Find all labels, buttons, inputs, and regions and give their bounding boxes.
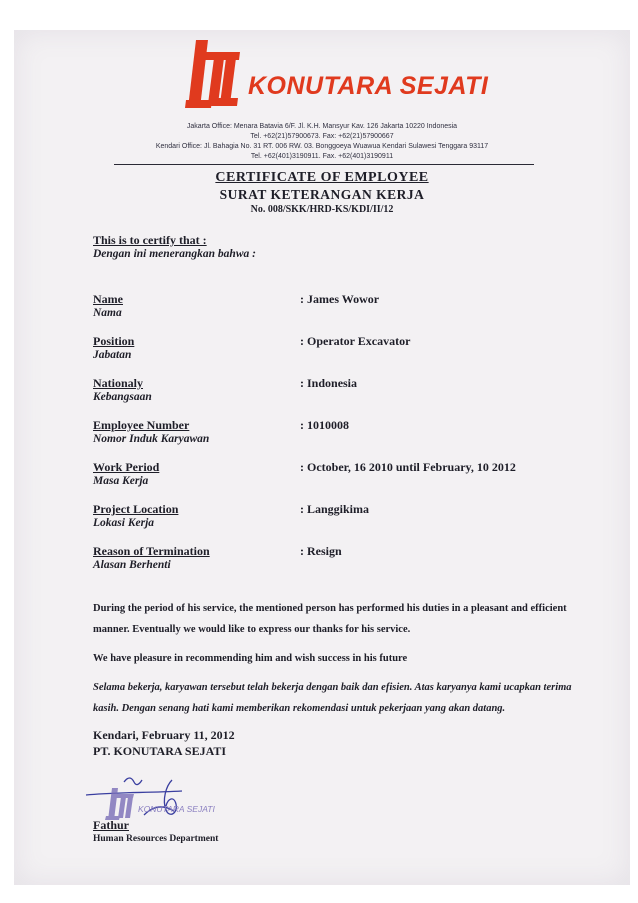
phone-jakarta: Tel. +62(21)57900673. Fax: +62(21)57900667: [250, 133, 394, 140]
field-employee-number-label: [93, 418, 209, 446]
signer: [93, 818, 218, 846]
company-logo-icon: [182, 38, 242, 110]
field-name-value: : James Wowor: [300, 292, 380, 306]
closing-company: PT. KONUTARA SEJATI: [93, 744, 227, 758]
label-en: Reason of Termination: [93, 544, 210, 558]
field-work-period-value: : October, 16 2010 until February, 10 2012: [300, 460, 516, 474]
company-name: KONUTARA SEJATI: [248, 72, 489, 100]
field-position-value: : Operator Excavator: [300, 334, 411, 348]
label-en: Name: [93, 292, 123, 306]
certificate-page: [14, 30, 630, 885]
field-name-label: [93, 292, 123, 320]
closing: [93, 727, 235, 759]
field-employee-number-value: : 1010008: [300, 418, 349, 432]
recommend-paragraph: We have pleasure in recommending him and wish success in his future: [93, 653, 408, 664]
certificate-number: No. 008/SKK/HRD-KS/KDI/II/12: [250, 204, 394, 215]
label-en: Position: [93, 334, 135, 348]
label-id: Lokasi Kerja: [93, 517, 155, 529]
header-divider: [114, 164, 534, 165]
field-termination-value: : Resign: [300, 544, 342, 558]
address-jakarta: Jakarta Office: Menara Batavia 6/F. Jl. K.H. Mansyur Kav. 126 Jakarta 10220 Indonesia: [186, 123, 458, 130]
field-nationality-value: : Indonesia: [300, 376, 358, 390]
field-termination-label: [93, 544, 210, 572]
label-en: Work Period: [93, 460, 160, 474]
field-project-location-value: : Langgikima: [300, 502, 370, 516]
label-id: Kebangsaan: [93, 391, 152, 403]
title-indonesian: SURAT KETERANGAN KERJA: [219, 187, 425, 202]
title-english: CERTIFICATE OF EMPLOYEE: [215, 170, 429, 185]
signer-department: Human Resources Department: [93, 834, 219, 844]
label-en: Nationaly: [93, 376, 144, 390]
place-date: Kendari, February 11, 2012: [93, 728, 235, 742]
field-position-label: [93, 334, 134, 362]
field-project-location-label: [93, 502, 178, 530]
service-paragraph: During the period of his service, the mentioned person has performed his duties in a pleasant and efficient manner. Eventually we would like to express our thanks for his service.: [93, 603, 567, 635]
label-id: Nama: [93, 307, 122, 319]
field-work-period-label: [93, 460, 159, 488]
signer-name: Fathur: [93, 818, 129, 832]
field-nationality-label: [93, 376, 152, 404]
label-id: Alasan Berhenti: [93, 559, 171, 571]
indonesian-paragraph: Selama bekerja, karyawan tersebut telah bekerja dengan baik dan efisien. Atas karyanya kami ucapkan terima kasih. Dengan senang hati kami memberikan rekomendasi untuk pekerjaan yang akan datang.: [93, 682, 572, 714]
phone-kendari: Tel. +62(401)3190911. Fax. +62(401)3190911: [250, 153, 394, 160]
intro-indonesian: Dengan ini menerangkan bahwa :: [93, 248, 256, 260]
label-en: Project Location: [93, 502, 179, 516]
label-id: Masa Kerja: [93, 475, 149, 487]
label-en: Employee Number: [93, 418, 190, 432]
label-id: Nomor Induk Karyawan: [93, 433, 210, 445]
intro-english: This is to certify that :: [93, 233, 207, 247]
label-id: Jabatan: [93, 349, 132, 361]
stamp-text: KONUTARA SEJATI: [138, 804, 215, 814]
intro: [93, 233, 256, 260]
address-kendari: Kendari Office: Jl. Bahagia No. 31 RT. 006 RW. 03. Bonggoeya Wuawua Kendari Sulawesi Tenggara 93117: [155, 143, 489, 150]
